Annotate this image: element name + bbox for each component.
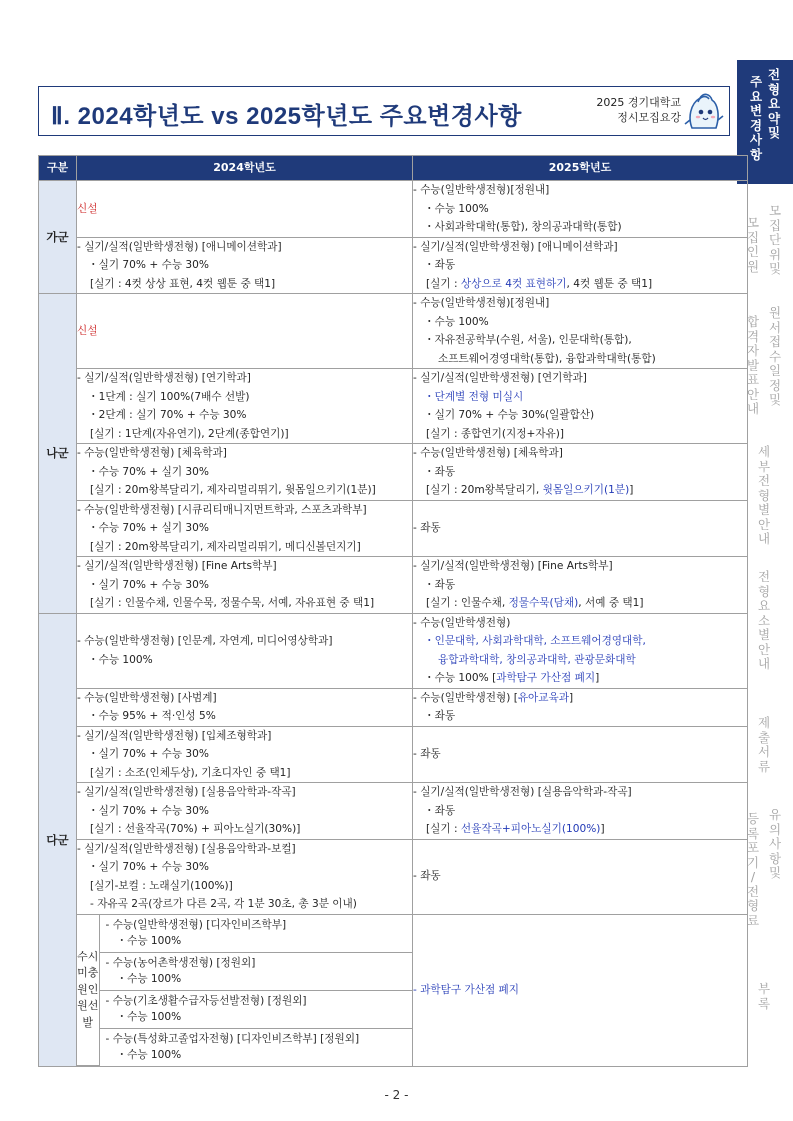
header-2024: 2024학년도 [77,156,413,181]
cell-2025: - 수능(일반학생전형) [체육학과] ・좌동 [실기 : 20m왕복달리기, 윗몸일으키기(1분)] [413,444,748,501]
table-row [39,557,748,614]
cell-2025: - 수능(일반학생전형)[정원내] ・수능 100% ・사회과학대학(통합), 창의공과대학(통합) [413,181,748,238]
cell-2024: - 수능(일반학생전형) [인문계, 자연계, 미디어영상학과] ・수능 100% [77,613,413,688]
table-row [39,783,748,840]
table-row [39,688,748,726]
table-row [39,839,748,914]
cell-2024-nested [77,914,413,1067]
cell-2024: - 실기/실적(일반학생전형) [실용음악학과-보컬] ・실기 70% + 수능 30% [실기-보컬 : 노래실기(100%)] - 자유곡 2곡(장르가 다른 2곡, 각 1분 30초, 총 3분 이내) [77,839,413,914]
university-mascot-icon [684,90,724,132]
list-item: - 수능(농어촌학생전형) [정원외] ・수능 100% [99,952,412,990]
cell-2024: - 실기/실적(일반학생전형) [연기학과] ・1단계 : 실기 100%(7배수 선발) ・2단계 : 실기 70% + 수능 30% [실기 : 1단계(자유연기), 2단계(종합연기)] [77,369,413,444]
new-badge-text: 신설 [77,202,98,215]
list-item: - 수능(일반학생전형) [디자인비즈학부] ・수능 100% [99,915,412,953]
side-tab-active[interactable]: 전형요약 및 주요변경사항 [737,60,793,184]
table-row [39,237,748,294]
cell-2025: - 좌동 [413,500,748,557]
table-header-row [39,156,748,181]
group-label-na: 나군 [39,294,77,614]
table-row [39,181,748,238]
header-group: 구분 [39,156,77,181]
cell-2025: - 실기/실적(일반학생전형) [실용음악학과-작곡] ・좌동 [실기 : 선율작곡+피아노실기(100%)] [413,783,748,840]
table-row [39,500,748,557]
cell-2025: - 실기/실적(일반학생전형) [연기학과] ・단계별 전형 미실시 ・실기 70% + 수능 30%(일괄합산) [실기 : 종합연기(지정+자유)] [413,369,748,444]
cell-2025: - 좌동 [413,726,748,783]
table-row [39,294,748,369]
cell-2024: - 실기/실적(일반학생전형) [애니메이션학과] ・실기 70% + 수능 30% [실기 : 4컷 상상 표현, 4컷 웹툰 중 택1] [77,237,413,294]
page-title: Ⅱ. 2024학년도 vs 2025학년도 주요변경사항 [51,103,522,130]
table-row [39,613,748,688]
cell-2024 [77,294,413,369]
group-label-da: 다군 [39,613,77,1067]
cell-2025: - 실기/실적(일반학생전형) [애니메이션학과] ・좌동 [실기 : 상상으로 4컷 표현하기, 4컷 웹툰 중 택1] [413,237,748,294]
cell-2025: - 수능(일반학생전형)[정원내] ・수능 100% ・자유전공학부(수원, 서울), 인문대학(통합), 소프트웨어경영대학(통합), 융합과학대학(통합) [413,294,748,369]
cell-2024: - 실기/실적(일반학생전형) [Fine Arts학부] ・실기 70% + 수능 30% [실기 : 인물수채, 인물수묵, 정물수묵, 서예, 자유표현 중 택1] [77,557,413,614]
table-row [39,914,748,1067]
new-badge-text: 신설 [77,324,98,337]
cell-2025: - 과학탐구 가산점 폐지 [413,914,748,1067]
group-label-ga: 가군 [39,181,77,294]
list-item: - 수능(기초생활수급자등선발전형) [정원외] ・수능 100% [99,990,412,1028]
cell-2025: - 수능(일반학생전형) [유아교육과] ・좌동 [413,688,748,726]
unfilled-seats-label: 수시미충원인원선발 [77,915,99,1066]
page-number: - 2 - [384,1088,409,1102]
table-row [39,444,748,501]
title-box [38,86,730,136]
list-item: - 수능(특성화고졸업자전형) [디자인비즈학부] [정원외] ・수능 100% [105,1032,360,1061]
cell-2024 [77,181,413,238]
cell-2024: - 실기/실적(일반학생전형) [실용음악학과-작곡] ・실기 70% + 수능 30% [실기 : 선율작곡(70%) + 피아노실기(30%)] [77,783,413,840]
cell-2025: - 수능(일반학생전형) ・인문대학, 사회과학대학, 소프트웨어경영대학, 융합과학대학, 창의공과대학, 관광문화대학 ・수능 100% [과학탐구 가산점 폐지] [413,613,748,688]
cell-2025: - 실기/실적(일반학생전형) [Fine Arts학부] ・좌동 [실기 : 인물수채, 정물수묵(담채), 서예 중 택1] [413,557,748,614]
cell-2024: - 실기/실적(일반학생전형) [입체조형학과] ・실기 70% + 수능 30% [실기 : 소조(인체두상), 기초디자인 중 택1] [77,726,413,783]
header-2025: 2025학년도 [413,156,748,181]
document-subtitle: 2025 경기대학교 정시모집요강 [596,96,681,124]
cell-2024: - 수능(일반학생전형) [체육학과] ・수능 70% + 실기 30% [실기 : 20m왕복달리기, 제자리멀리뛰기, 윗몸일으키기(1분)] [77,444,413,501]
table-row [39,369,748,444]
comparison-table [38,155,748,1067]
cell-2024: - 수능(일반학생전형) [시큐리티매니지먼트학과, 스포츠과학부] ・수능 70% + 실기 30% [실기 : 20m왕복달리기, 제자리멀리뛰기, 메디신볼던지기] [77,500,413,557]
cell-2024: - 수능(일반학생전형) [사범계] ・수능 95% + 적·인성 5% [77,688,413,726]
cell-2025: - 좌동 [413,839,748,914]
table-row [39,726,748,783]
